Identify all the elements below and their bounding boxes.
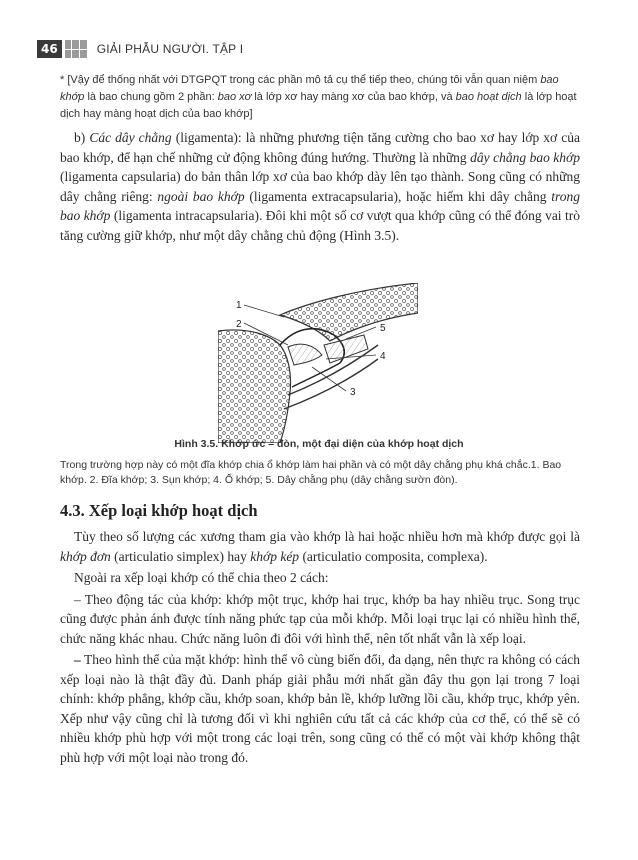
term: ngoài bao khớp xyxy=(157,188,245,204)
label-3: 3 xyxy=(350,387,356,398)
footnote-term: bao khớp xyxy=(60,74,559,103)
footnote-text: [Vậy để thống nhất với DTGPQT trong các phần mô tả cụ thể tiếp theo, chúng tôi vẫn quan niệm xyxy=(67,74,541,86)
term: khớp kép xyxy=(250,548,300,564)
paragraph-text: (ligamenta extracapsularia), hoặc hiếm khi dây chằng xyxy=(244,188,552,204)
label-1: 1 xyxy=(236,300,242,311)
paragraph-classification xyxy=(60,527,580,566)
label-5: 5 xyxy=(380,323,386,334)
footnote-text: là bao chung gồm 2 phần: xyxy=(84,91,218,103)
term: Các dây chằng xyxy=(89,130,172,145)
dash: – xyxy=(74,652,81,667)
figure-title: Hình 3.5. Khớp ức – đòn, một đại diện của khớp hoạt dịch xyxy=(174,438,464,450)
label-2: 2 xyxy=(236,319,242,330)
sternoclavicular-joint-drawing xyxy=(218,283,418,443)
section-heading: 4.3. Xếp loại khớp hoạt dịch xyxy=(60,501,258,520)
term: khớp đơn xyxy=(60,548,111,564)
paragraph-text: Theo hình thể của mặt khớp: hình thể vô cùng biến đổi, đa dạng, nên thực ra không có cách xếp loại nào là thật đầy đủ. Danh pháp giải phẫu mới nhất gần đây thu gọn lại trong 7 loại chính: khớp phẳng, khớp cầu, khớp soan, khớp bản lề, khớp lưỡng lồi cầu, khớp trục, khớp yên. Xếp như vậy cũng chỉ là tương đối vì khi nghiên cứu tất cả các khớp của cơ thể, có thể sẽ có nhiều khớp phù hợp với một trong các loại trên, song cũng có thể có một vài khớp không thật phù hợp với một loại nào trong đó. xyxy=(60,652,580,765)
term: dây chằng bao khớp xyxy=(470,149,581,165)
paragraph-lead: b) xyxy=(74,130,90,145)
paragraph-text: (ligamenta capsularia) do bản thân lớp xơ của bao khớp dày lên tạo thành. Song cũng có những dây chằng riêng: xyxy=(60,169,580,204)
page-number: 46 xyxy=(37,40,62,58)
page-header xyxy=(37,40,243,58)
section-body xyxy=(60,527,580,769)
footnote-term: bao hoạt dịch xyxy=(455,91,522,103)
paragraph-text: (ligamenta): là những phương tiện tăng cường cho bao xơ hay lớp xơ của bao khớp, để hạn chế những cử động không đúng hướng. Thường là những xyxy=(60,130,580,165)
footnote-text: là lớp hoạt dịch hay màng hoạt dịch của bao khớp] xyxy=(60,91,577,120)
paragraph-text: (articulatio simplex) hay xyxy=(110,548,251,564)
footnote-marker: * xyxy=(60,74,65,86)
figure-caption: Trong trường hợp này có một đĩa khớp chia ổ khớp làm hai phần và có một dây chằng phụ khá chắc.1. Bao khớp. 2. Đĩa khớp; 3. Sụn khớp; 4. Ổ khớp; 5. Dây chằng phụ (dây chằng sườn đòn). xyxy=(60,459,562,486)
paragraph-text: (ligamenta intracapsularia). Đôi khi một số cơ vượt qua khớp cũng có thể đóng vai trò tăng cường giữ khớp, như một dây chằng chủ động (Hình 3.5). xyxy=(60,208,581,243)
running-head: GIẢI PHẪU NGƯỜI. TẬP I xyxy=(96,42,244,56)
term: trong bao khớp xyxy=(60,188,580,223)
paragraph-text: Tùy theo số lượng các xương tham gia vào khớp là hai hoặc nhiều hơn mà khớp được gọi là xyxy=(74,529,580,544)
joint-illustration xyxy=(218,283,418,443)
footnote-term: bao xơ xyxy=(217,91,252,103)
paragraph-by-motion: – Theo động tác của khớp: khớp một trục, khớp hai trục, khớp ba hay nhiều trục. Song trục cũng được phản ánh được tính năng phức tạp của mỗi khớp. Mỗi loại trục lại có nhiều hình thể, chức năng khác nhau. Chức năng luôn đi đôi với hình thể, nên tốt nhất vẫn là xếp loại. xyxy=(60,591,580,646)
footnote-text: là lớp xơ hay màng xơ của bao khớp, và xyxy=(251,91,456,103)
page-tab-mark xyxy=(65,40,87,58)
paragraph-ligaments xyxy=(60,128,580,245)
paragraph-ways: Ngoài ra xếp loại khớp có thể chia theo 2 cách: xyxy=(74,570,329,585)
label-4: 4 xyxy=(380,351,386,362)
footnote xyxy=(60,72,578,123)
paragraph-by-shape xyxy=(60,650,580,767)
paragraph-text: (articulatio composita, complexa). xyxy=(299,548,488,564)
